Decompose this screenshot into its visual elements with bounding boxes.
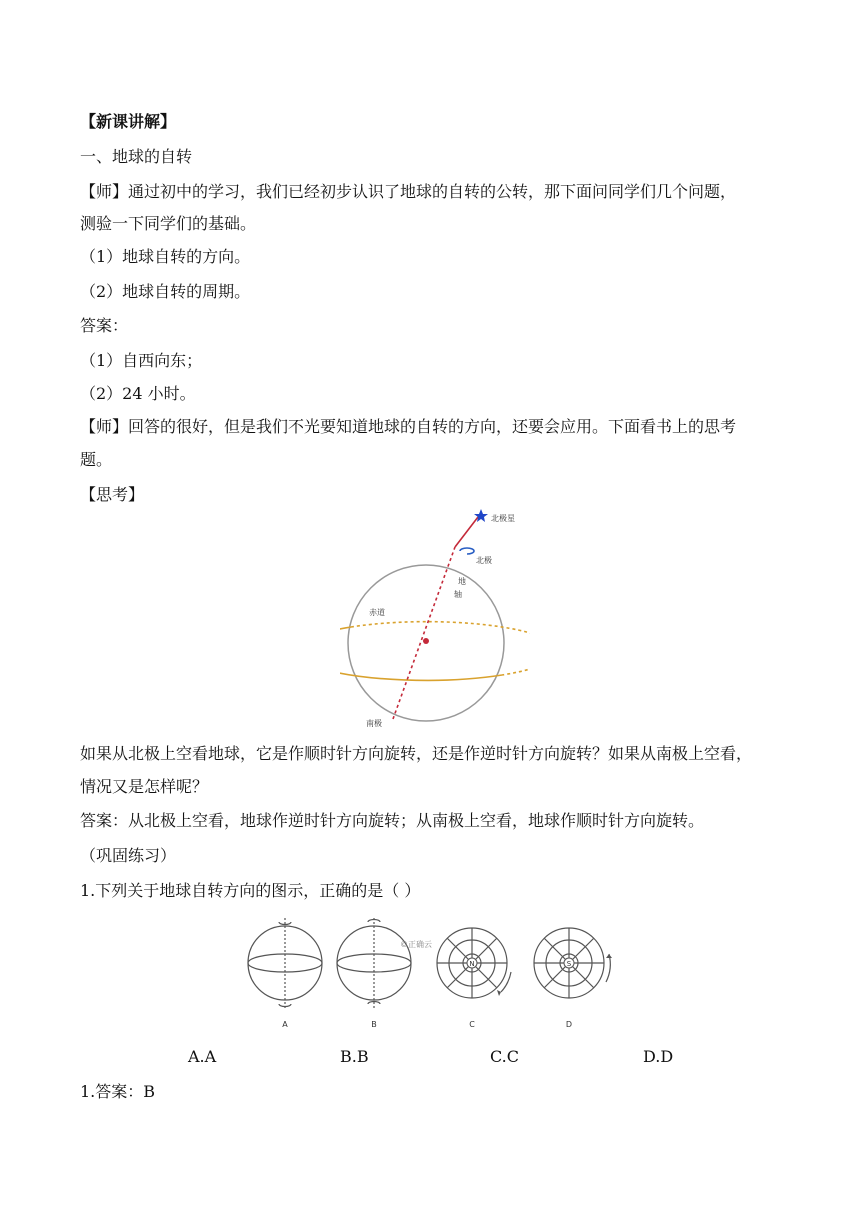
option-label-a: A xyxy=(282,1020,288,1029)
earth-axis-outer xyxy=(455,517,478,547)
globe-axis-figure xyxy=(340,505,530,735)
equator-front xyxy=(340,627,502,680)
option-label-d: D xyxy=(565,1020,573,1029)
teacher-reply-line-1: 【师】回答的很好，但是我们不光要知道地球的自转的方向，还要会应用。下面看书上的思考 xyxy=(80,417,737,436)
subsection-title: 一、地球的自转 xyxy=(80,147,193,166)
arrow-d-icon xyxy=(606,954,612,958)
think-question-line-1: 如果从北极上空看地球，它是作顺时针方向旋转，还是作逆时针方向旋转？如果从南极上空看， xyxy=(80,744,753,763)
rotation-arrow-icon xyxy=(460,548,474,554)
option-label-c: C xyxy=(469,1020,475,1029)
teacher-intro-line-2: 测验一下同学们的基础。 xyxy=(80,214,257,233)
earth-axis-inner xyxy=(393,547,455,719)
rotation-options-figure xyxy=(235,912,630,1037)
think-question-line-2: 情况又是怎样呢？ xyxy=(80,777,209,796)
axis-label-1: 地 xyxy=(458,577,466,586)
answer-1: （1）自西向东； xyxy=(80,351,203,370)
arrow-c-icon xyxy=(497,990,501,996)
question-1: （1）地球自转的方向。 xyxy=(80,247,251,266)
choice-c: C.C xyxy=(490,1047,519,1066)
option-label-b: B xyxy=(371,1020,377,1029)
pole-letter-s: S xyxy=(566,960,572,968)
question-2: （2）地球自转的周期。 xyxy=(80,282,251,301)
watermark-text: ©正确云 xyxy=(400,940,432,949)
practice-answer: 1.答案：B xyxy=(80,1082,156,1101)
answer-2: （2）24 小时。 xyxy=(80,384,196,403)
teacher-intro-line-1: 【师】通过初中的学习，我们已经初步认识了地球的自转的公转，那下面问同学们几个问题， xyxy=(80,182,737,201)
choice-d: D.D xyxy=(643,1047,674,1066)
practice-label: （巩固练习） xyxy=(80,846,177,865)
section-title: 【新课讲解】 xyxy=(80,112,177,131)
practice-question: 1.下列关于地球自转方向的图示，正确的是（ ） xyxy=(80,881,421,900)
equator-label: 赤道 xyxy=(369,608,385,617)
north-star-label: 北极星 xyxy=(491,514,515,523)
think-answer: 答案：从北极上空看，地球作逆时针方向旋转；从南极上空看，地球作顺时针方向旋转。 xyxy=(80,811,705,830)
teacher-reply-line-2: 题。 xyxy=(80,450,113,469)
answer-label: 答案： xyxy=(80,316,129,335)
earth-center-dot xyxy=(423,638,429,644)
south-pole-label: 南极 xyxy=(366,719,382,728)
think-label: 【思考】 xyxy=(80,485,145,504)
choice-b: B.B xyxy=(340,1047,369,1066)
axis-label-2: 轴 xyxy=(454,590,462,599)
choice-a: A.A xyxy=(188,1047,217,1066)
pole-letter-n: N xyxy=(469,960,475,968)
north-pole-label: 北极 xyxy=(476,556,492,565)
